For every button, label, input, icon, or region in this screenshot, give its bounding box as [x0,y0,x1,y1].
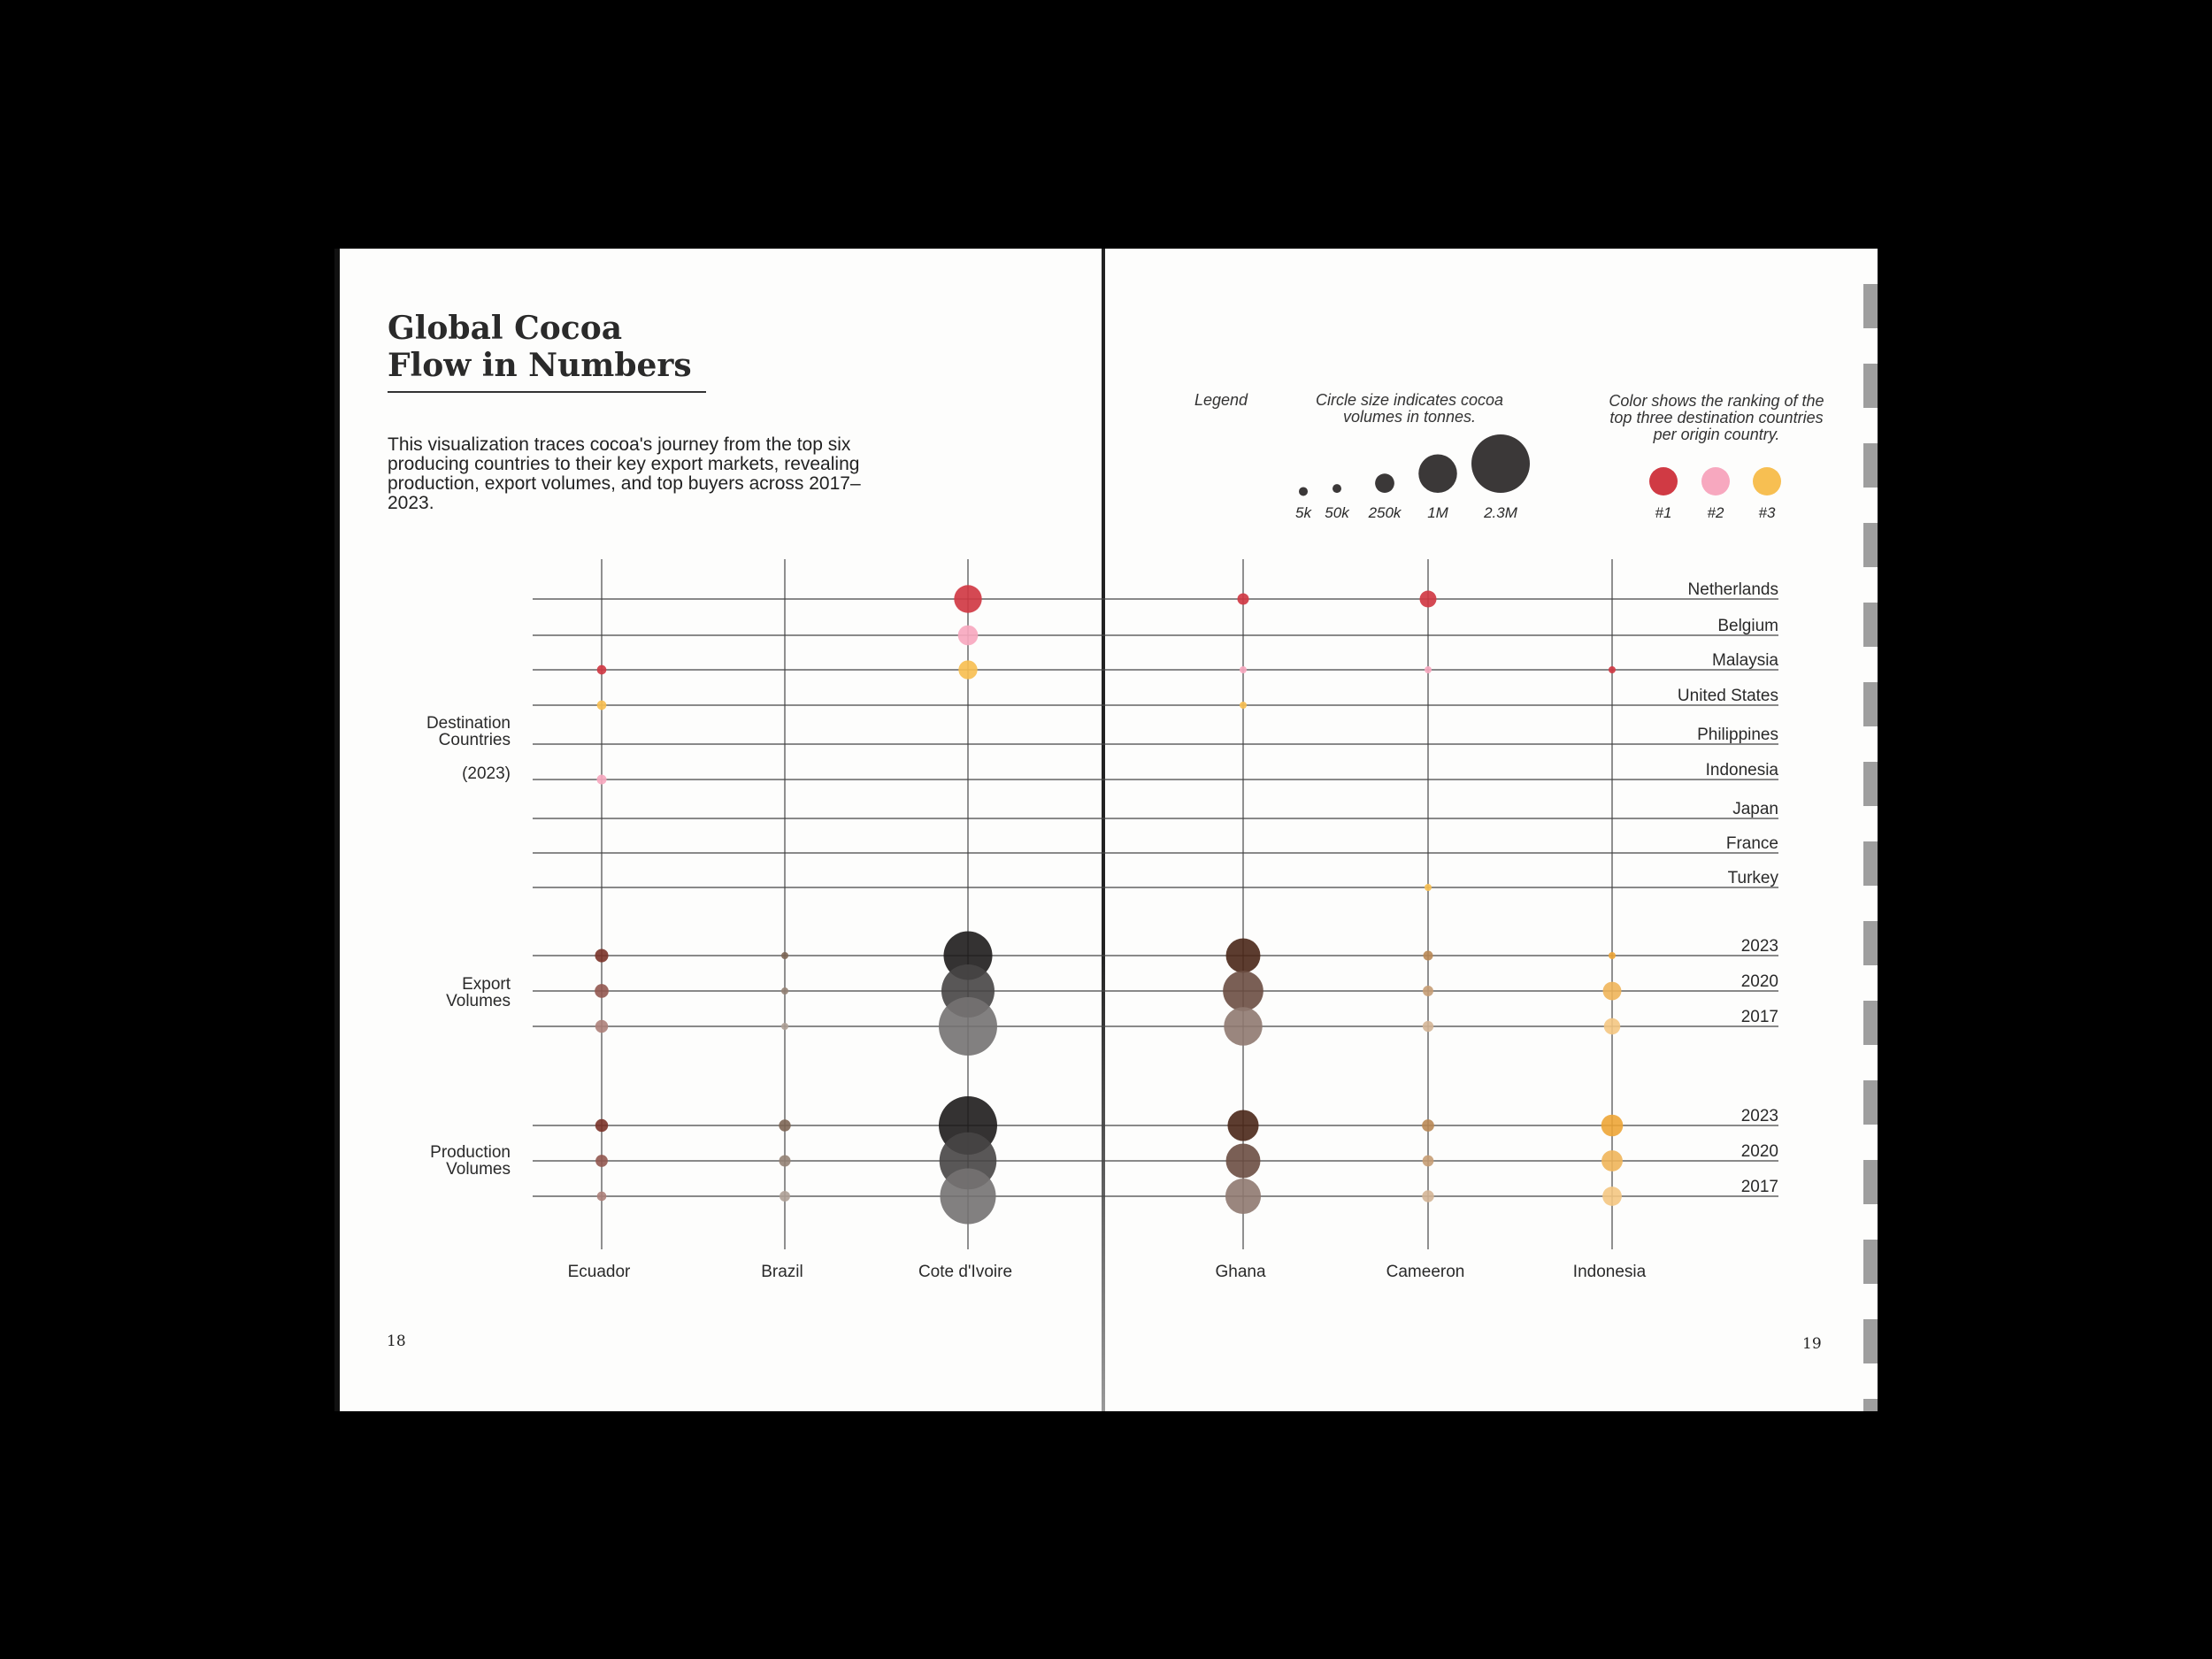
legend-size-label: 250k [1368,504,1402,521]
destination-row-label: Belgium [1717,617,1778,635]
export-section-label: Export [462,975,511,994]
legend-size-circle [1299,487,1308,495]
production-volume-dot [940,1168,995,1224]
chart-grid [533,559,1778,1249]
destination-dot [1240,666,1247,673]
legend-rank-label: #3 [1758,504,1776,521]
production-section-label: Production [430,1143,511,1162]
origin-label: Cote d'Ivoire [918,1263,1013,1281]
production-volume-dot [1226,1144,1261,1179]
export-volume-dot [1603,982,1622,1001]
destination-dot [1240,702,1247,709]
export-volume-dot [595,1020,608,1033]
origin-label: Cameeron [1386,1263,1465,1281]
export-volume-dot [1423,986,1433,996]
legend-size-circle [1375,473,1394,493]
destination-dot [1425,884,1432,891]
legend-size-label: 2.3M [1484,504,1517,521]
origin-label: Ecuador [567,1263,631,1281]
destination-dot [597,701,607,710]
destination-dot [1609,666,1616,673]
legend-size-label: 5k [1295,504,1311,521]
destination-dot [597,665,607,675]
origin-label: Indonesia [1572,1263,1647,1281]
export-year-label: 2020 [1740,972,1778,991]
destination-row-label: Turkey [1727,869,1778,887]
export-volume-dot [1223,971,1263,1011]
destination-row-label: Netherlands [1687,580,1778,599]
production-volume-dot [1423,1156,1434,1167]
origin-label: Ghana [1215,1263,1266,1281]
legend-label: Legend [1194,391,1248,409]
production-volume-dot [1225,1179,1261,1214]
legend-size-caption: Circle size indicates cocoa volumes in tonnes. [1315,391,1504,426]
destination-section-label: (2023) [462,764,511,783]
legend-size-circle [1471,434,1530,493]
production-volume-dot [780,1191,790,1202]
destination-dot [596,774,606,784]
export-section-label: Volumes [446,992,511,1010]
export-volume-dot [1604,1018,1620,1034]
production-volume-dot [1601,1150,1623,1171]
production-year-label: 2020 [1740,1142,1778,1161]
destination-dot [1237,593,1248,604]
export-volume-dot [1226,939,1261,973]
legend-rank-label: #1 [1655,504,1672,521]
export-volume-dot [1423,1021,1433,1032]
legend-size-circle [1333,484,1341,493]
production-volume-dot [1601,1115,1624,1137]
destination-row-label: United States [1677,687,1778,705]
production-volume-dot [1422,1190,1433,1202]
export-volume-dot [595,984,609,998]
production-volume-dot [1422,1119,1434,1132]
origin-label: Brazil [761,1263,803,1281]
destination-row-label: France [1725,834,1778,853]
export-volume-dot [781,952,788,959]
production-volume-dot [597,1192,607,1202]
chart-labels [426,580,1779,1281]
production-year-label: 2017 [1740,1178,1778,1196]
legend-size-label: 50k [1325,504,1349,521]
intro-paragraph: This visualization traces cocoa's journey from the top six producing countries to their key export markets, revealing production, export volumes, and top buyers across 2017–2023. [388,434,861,513]
destination-dot [958,626,979,646]
production-volume-dot [1602,1187,1622,1206]
legend-marks [1295,434,1781,521]
destination-row-label: Philippines [1697,726,1778,744]
page-number-right: 19 [1802,1335,1822,1353]
export-volume-dot [781,987,788,995]
export-volume-dot [781,1023,788,1030]
legend-size-circle [1418,454,1457,493]
destination-section-label: Countries [438,731,511,749]
export-volume-dot [1423,950,1432,960]
production-volume-dot [779,1119,790,1131]
destination-dot [1420,591,1437,608]
export-year-label: 2023 [1740,937,1778,956]
production-volume-dot [779,1155,790,1166]
chart-dots [595,585,1623,1224]
page-number-left: 18 [387,1333,406,1350]
legend-color-caption: Color shows the ranking of the top three destination countries per origin country. [1609,392,1824,443]
title-line-2: Flow in Numbers [388,347,692,384]
production-section-label: Volumes [446,1160,511,1179]
production-year-label: 2023 [1740,1107,1778,1125]
destination-dot [1425,666,1432,673]
export-volume-dot [1609,952,1616,959]
legend-rank-circle [1753,467,1781,495]
export-volume-dot [939,997,997,1056]
legend-rank-circle [1701,467,1730,495]
export-volume-dot [1224,1007,1263,1046]
legend-size-label: 1M [1427,504,1448,521]
destination-dot [954,585,981,612]
destination-row-label: Indonesia [1705,761,1778,780]
production-volume-dot [595,1155,608,1167]
destination-row-label: Malaysia [1712,651,1778,670]
production-volume-dot [1227,1110,1258,1141]
export-year-label: 2017 [1740,1008,1778,1026]
destination-row-label: Japan [1732,800,1778,818]
export-volume-dot [595,949,608,962]
title-line-1: Global Cocoa [388,310,623,347]
legend-rank-circle [1649,467,1678,495]
destination-section-label: Destination [426,714,511,733]
legend-rank-label: #2 [1707,504,1724,521]
destination-dot [958,660,977,679]
production-volume-dot [595,1119,608,1132]
